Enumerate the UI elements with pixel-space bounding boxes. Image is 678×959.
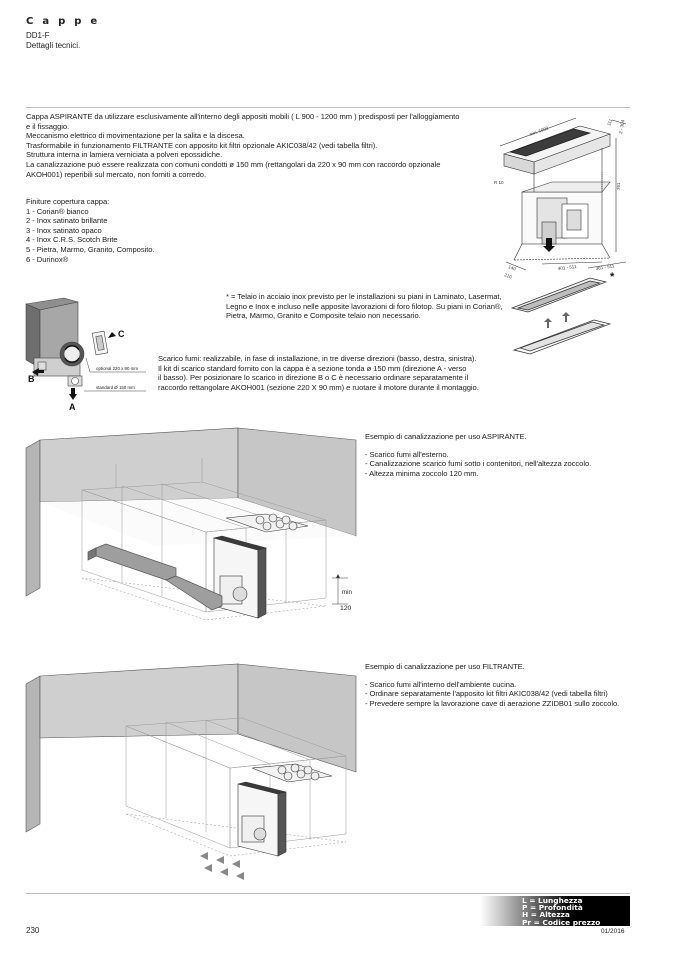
bottom-divider — [26, 893, 630, 894]
finishes-list — [26, 197, 155, 264]
legend-length: L = Lunghezza — [522, 896, 583, 905]
dim-bottom-b: 361 - 511 — [595, 263, 615, 271]
frame-note-line: * = Telaio in acciaio inox previsto per le installazioni su piani in Laminato, Lasermat, — [226, 292, 502, 301]
finish-item: 1 - Corian® bianco — [26, 206, 89, 216]
finish-item: 3 - Inox satinato opaco — [26, 225, 102, 235]
product-description — [26, 112, 496, 179]
frame-star: * — [610, 271, 615, 283]
dim-radius: R 10 — [494, 180, 504, 185]
frame-note-line: Pietra, Marmo, Granito e Composite telaio non necessario. — [226, 311, 421, 321]
min-label: min — [342, 589, 352, 596]
exhaust-line: Scarico fumi: realizzabile, in fase di installazione, in tre diverse direzioni (basso, destra, sinistra). — [158, 354, 477, 363]
page-subtitle: Dettagli tecnici. — [26, 41, 81, 50]
direction-c-label: C — [118, 329, 125, 339]
description-line: La canalizzazione può essere realizzata con comuni condotti ø 150 mm (rettangolari da 220 x 90 mm con raccordo opzionale — [26, 159, 441, 169]
exhaust-line: il basso). Per posizionare lo scarico in direzione B o C è necessario ordinare separatamente il — [158, 373, 469, 383]
description-line: AKOH001) reperibili sul mercato, non forniti a corredo. — [26, 169, 207, 179]
model-code: DD1-F — [26, 31, 50, 40]
abbreviation-legend — [480, 896, 630, 926]
filtrante-line: - Scarico fumi all'interno dell'ambiente cucina. — [365, 679, 517, 689]
filtrante-kitchen-drawing — [26, 664, 358, 884]
exhaust-description — [158, 354, 479, 392]
finish-item: 2 - Inox satinato brillante — [26, 216, 108, 226]
legend-height: H = Altezza — [522, 910, 570, 920]
section-title: Cappe — [26, 16, 107, 27]
description-line: Meccanismo elettrico di movimentazione per la salita e la discesa. — [26, 131, 245, 141]
aspirante-line: - Canalizzazione scarico fumi sotto i contenitori, nell'altezza zoccolo. — [365, 459, 592, 469]
dim-left-b: 210 — [503, 272, 513, 280]
exhaust-directions-drawing — [24, 298, 154, 413]
finish-item: 5 - Pietra, Marmo, Granito, Composito. — [26, 244, 155, 254]
exhaust-line: Il kit di scarico standard fornito con la cappa è a sezione tonda ø 150 mm (direzione A - verso — [158, 363, 467, 373]
finishes-title: Finiture copertura cappa: — [26, 197, 110, 206]
description-line: Trasformabile in funzionamento FILTRANTE con apposito kit filtri opzionale AKIC038/42 (vedi tabella filtri). — [26, 140, 378, 150]
legend-price-code: Pr = Codice prezzo — [522, 917, 601, 927]
description-line: Cappa ASPIRANTE da utilizzare esclusivamente all'interno degli appositi mobili ( L 900 - 1200 mm ) predisposti per l'alloggiamento — [26, 112, 460, 121]
hood-dimension-drawing — [492, 112, 632, 282]
dim-top-right-b: 2 - 304 — [618, 119, 626, 135]
aspirante-line: - Scarico fumi all'esterno. — [365, 449, 449, 459]
dim-left-a: 140 — [507, 264, 517, 272]
dim-top-length: min. 1000 — [528, 125, 549, 137]
top-divider — [26, 107, 630, 108]
min-value: 120 — [340, 605, 352, 612]
direction-b-label: B — [28, 374, 35, 384]
frame-note-line: Legno e Inox e incluso nelle apposite lavorazioni di foro filotop. Su piani in Corian®, — [226, 301, 503, 311]
filtrante-line: - Prevedere sempre la lavorazione cave di aerazione ZZIDB01 sullo zoccolo. — [365, 698, 620, 708]
aspirante-kitchen-drawing — [26, 428, 358, 648]
aspirante-title: Esempio di canalizzazione per uso ASPIRANTE. — [365, 432, 527, 441]
edition-date: 01/2016 — [601, 928, 625, 935]
filtrante-line: - Ordinare separatamente l'apposito kit filtri AKIC038/42 (vedi tabella filtri) — [365, 689, 608, 699]
standard-duct-label: standard Ø 150 mm — [96, 385, 135, 390]
filtrante-notes — [365, 662, 619, 708]
description-line: e il fissaggio. — [26, 121, 70, 131]
filtrante-title: Esempio di canalizzazione per uso FILTRANTE. — [365, 662, 525, 671]
direction-a-label: A — [69, 402, 76, 412]
aspirante-line: - Altezza minima zoccolo 120 mm. — [365, 468, 479, 478]
finish-item: 6 - Durinox® — [26, 254, 69, 264]
aspirante-notes — [365, 432, 591, 478]
legend-depth: P = Profondità — [522, 903, 583, 913]
page-number: 230 — [26, 926, 40, 935]
dim-bottom-a: 401 - 511 — [557, 264, 577, 271]
finish-item: 4 - Inox C.R.S. Scotch Brite — [26, 235, 118, 245]
exhaust-line: raccordo rettangolare AKOH001 (sezione 220 X 90 mm) e ruotare il motore durante il montaggio. — [158, 382, 479, 392]
dim-height: 761 — [616, 182, 621, 190]
frame-note — [226, 292, 502, 321]
description-line: Struttura interna in lamiera verniciata a polveri epossidiche. — [26, 150, 223, 160]
frame-drawing — [510, 272, 625, 362]
dim-top-right-a: 111 — [606, 118, 614, 127]
optional-duct-label: optional 220 x 90 mm — [96, 366, 138, 371]
